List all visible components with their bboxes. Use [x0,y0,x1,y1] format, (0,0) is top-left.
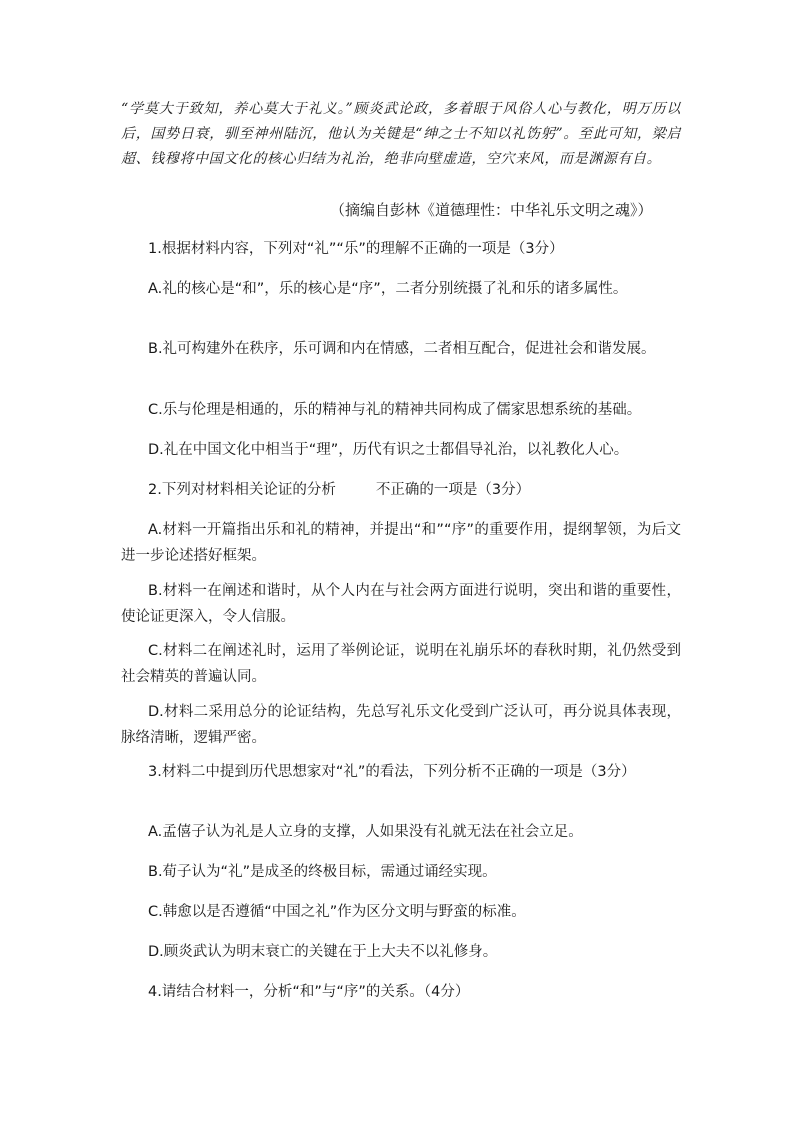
question-2-stem-part-2: 不正确的一项是（3分） [375,482,531,498]
question-3-option-a: A.孟僖子认为礼是人立身的支撑，人如果没有礼就无法在社会立足。 [148,824,583,840]
question-1-option-a: A.礼的核心是“和”，乐的核心是“序”，二者分别统摄了礼和乐的诸多属性。 [148,281,628,297]
question-2-option-b: B.材料一在阐述和谐时，从个人内在与社会两方面进行说明，突出和谐的重要性，使论证更深入，令人信服。 [121,583,681,625]
question-2-option-d: D.材料二采用总分的论证结构，先总写礼乐文化受到广泛认可，再分说具体表现，脉络清晰，逻辑严密。 [121,704,681,746]
question-2-stem-part-1: 2.下列对材料相关论证的分析 [148,482,336,498]
question-1-option-b: B.礼可构建外在秩序，乐可调和内在情感，二者相互配合，促进社会和谐发展。 [148,341,656,357]
question-2-option-c: C.材料二在阐述礼时，运用了举例论证，说明在礼崩乐坏的春秋时期，礼仍然受到社会精英的普遍认同。 [121,643,681,685]
question-3-stem: 3.材料二中提到历代思想家对“礼”的看法，下列分析不正确的一项是（3分） [148,764,636,780]
question-2-stem [121,477,708,503]
question-2-option-a: A.材料一开篇指出乐和礼的精神，并提出“和”“序”的重要作用，提纲挈领，为后文进一步论述搭好框架。 [121,522,681,564]
source-citation: （摘编自彭林《道德理性：中华礼乐文明之魂》） [330,201,653,219]
question-3-option-c: C.韩愈以是否遵循“中国之礼”作为区分文明与野蛮的标准。 [148,904,526,920]
question-4-stem: 4.请结合材料一，分析“和”与“序”的关系。（4分） [148,984,470,1000]
question-1-option-c: C.乐与伦理是相通的，乐的精神与礼的精神共同构成了儒家思想系统的基础。 [148,402,642,418]
question-1-stem: 1.根据材料内容，下列对“礼”“乐”的理解不正确的一项是（3分） [148,241,564,257]
question-3-option-b: B.荀子认为“礼”是成圣的终极目标，需通过诵经实现。 [148,864,497,880]
passage-excerpt: “学莫大于致知，养心莫大于礼义。”顾炎武论政，多着眼于风俗人心与教化，明万历以后，国势日衰，驯至神州陆沉，他认为关键是“绅之士不知以礼饬躬”。至此可知，梁启超、钱穆将中国文化的核心归结为礼治，绝非向壁虚造，空穴来风，而是渊源有自。 [121,101,681,167]
question-3-option-d: D.顾炎武认为明末衰亡的关键在于上大夫不以礼修身。 [148,944,498,960]
question-1-option-d: D.礼在中国文化中相当于“理”，历代有识之士都倡导礼治，以礼教化人心。 [148,442,629,458]
